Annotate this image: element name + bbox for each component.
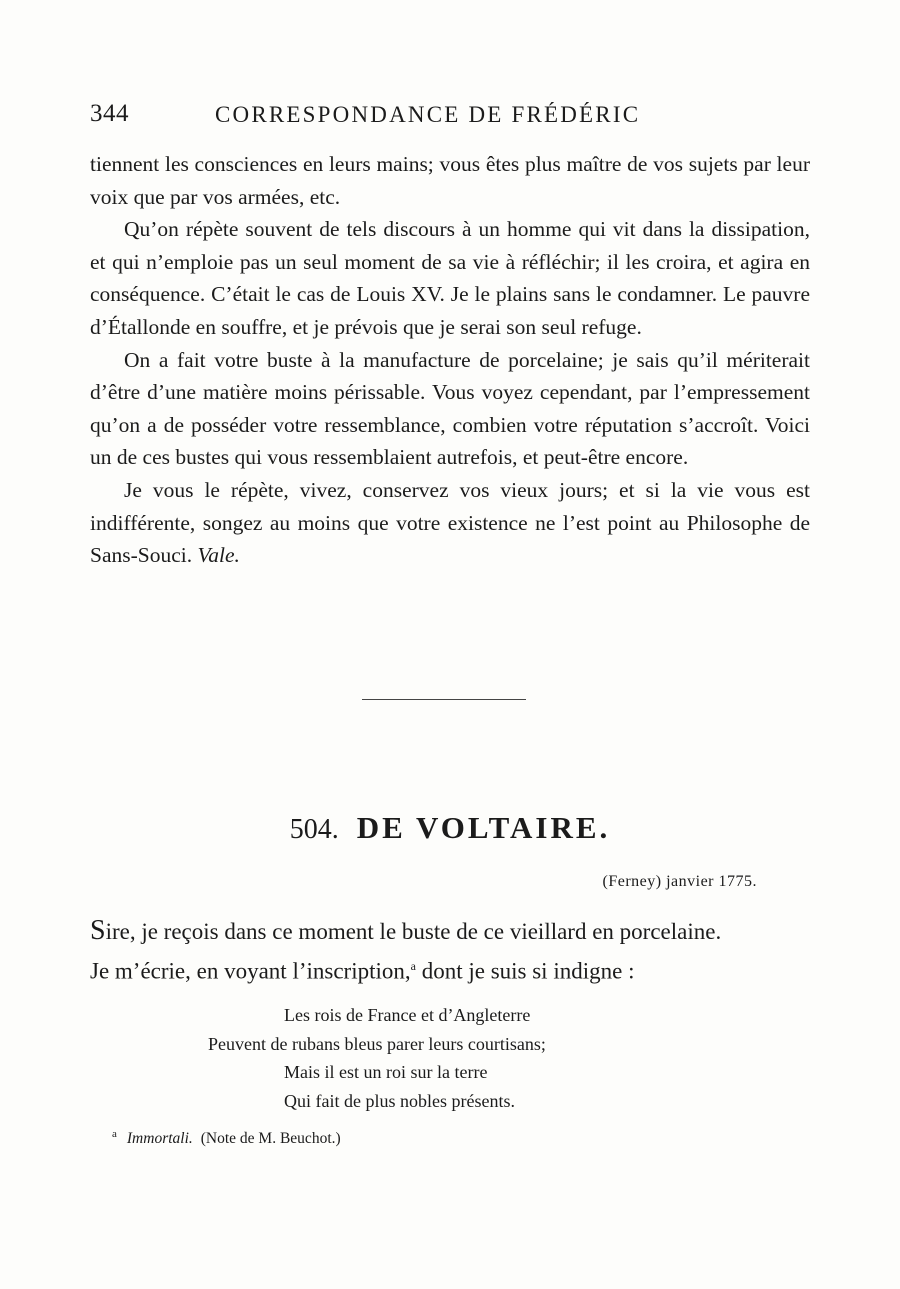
paragraph: On a fait votre buste à la manufacture de porcelaine; je sais qu’il mériterait d’être d’une matière moins périssable. Vous voyez cependant, par l’empressement qu’on a de posséder votre ressemblance, combien votre réputation s’accroît. Voici un de ces bustes qui vous ressemblaient autrefois, et peut-être encore. [90, 347, 810, 470]
page-header [90, 100, 810, 136]
opening-line [90, 949, 810, 989]
footnote-reference: a [410, 959, 416, 973]
letter-number: 504. [289, 814, 339, 845]
paragraph: Qu’on répète souvent de tels discours à un homme qui vit dans la dissipation, et qui n’emploie pas un seul moment de sa vie à réfléchir; il les croira, et agira en conséquence. C’était le cas de Louis XV. Je le plains sans le condamner. Le pauvre d’Étallonde en souffre, et je prévois que je serai son seul refuge. [90, 217, 810, 339]
initial-letter: S [90, 915, 106, 946]
dateline: (Ferney) janvier 1775. [602, 873, 757, 890]
section-divider [362, 699, 526, 700]
signoff: Vale. [197, 543, 240, 568]
opening-text-end: dont je suis si indigne : [415, 958, 635, 984]
footnote-text: (Note de M. Beuchot.) [200, 1130, 341, 1148]
running-title: CORRESPONDANCE DE FRÉDÉRIC [215, 102, 641, 127]
paragraph-with-signoff [90, 474, 810, 572]
opening-text: Je m’écrie, en voyant l’inscription, [90, 958, 411, 984]
opening-text: ire, je reçois dans ce moment le buste de ce vieillard en porcelaine. [105, 919, 722, 944]
verse-line: Mais il est un roi sur la terre [284, 1062, 488, 1082]
letter-heading [0, 810, 900, 846]
verse-quotation [208, 1001, 708, 1115]
verse-line: Qui fait de plus nobles présents. [284, 1090, 515, 1111]
page-number: 344 [90, 100, 129, 127]
letter-opening [90, 914, 810, 989]
footnote-italic-text: Immortali. [126, 1130, 193, 1148]
verse-line: Les rois de France et d’Angleterre [284, 1005, 531, 1025]
letter-title: DE VOLTAIRE. [356, 810, 611, 845]
footnote [112, 1128, 341, 1148]
previous-letter-body [90, 148, 810, 572]
paragraph-text: Je vous le répète, vivez, conservez vos vieux jours; et si la vie vous est indifférente, songez au moins que votre existence ne l’est point au Philosophe de Sans-Souci. [90, 477, 810, 568]
paragraph: tiennent les consciences en leurs mains; vous êtes plus maître de vos sujets par leur voix que par vos armées, etc. [90, 152, 810, 209]
opening-line [90, 914, 810, 949]
footnote-mark: a [112, 1128, 117, 1140]
verse-line: Peuvent de rubans bleus parer leurs courtisans; [208, 1033, 546, 1054]
